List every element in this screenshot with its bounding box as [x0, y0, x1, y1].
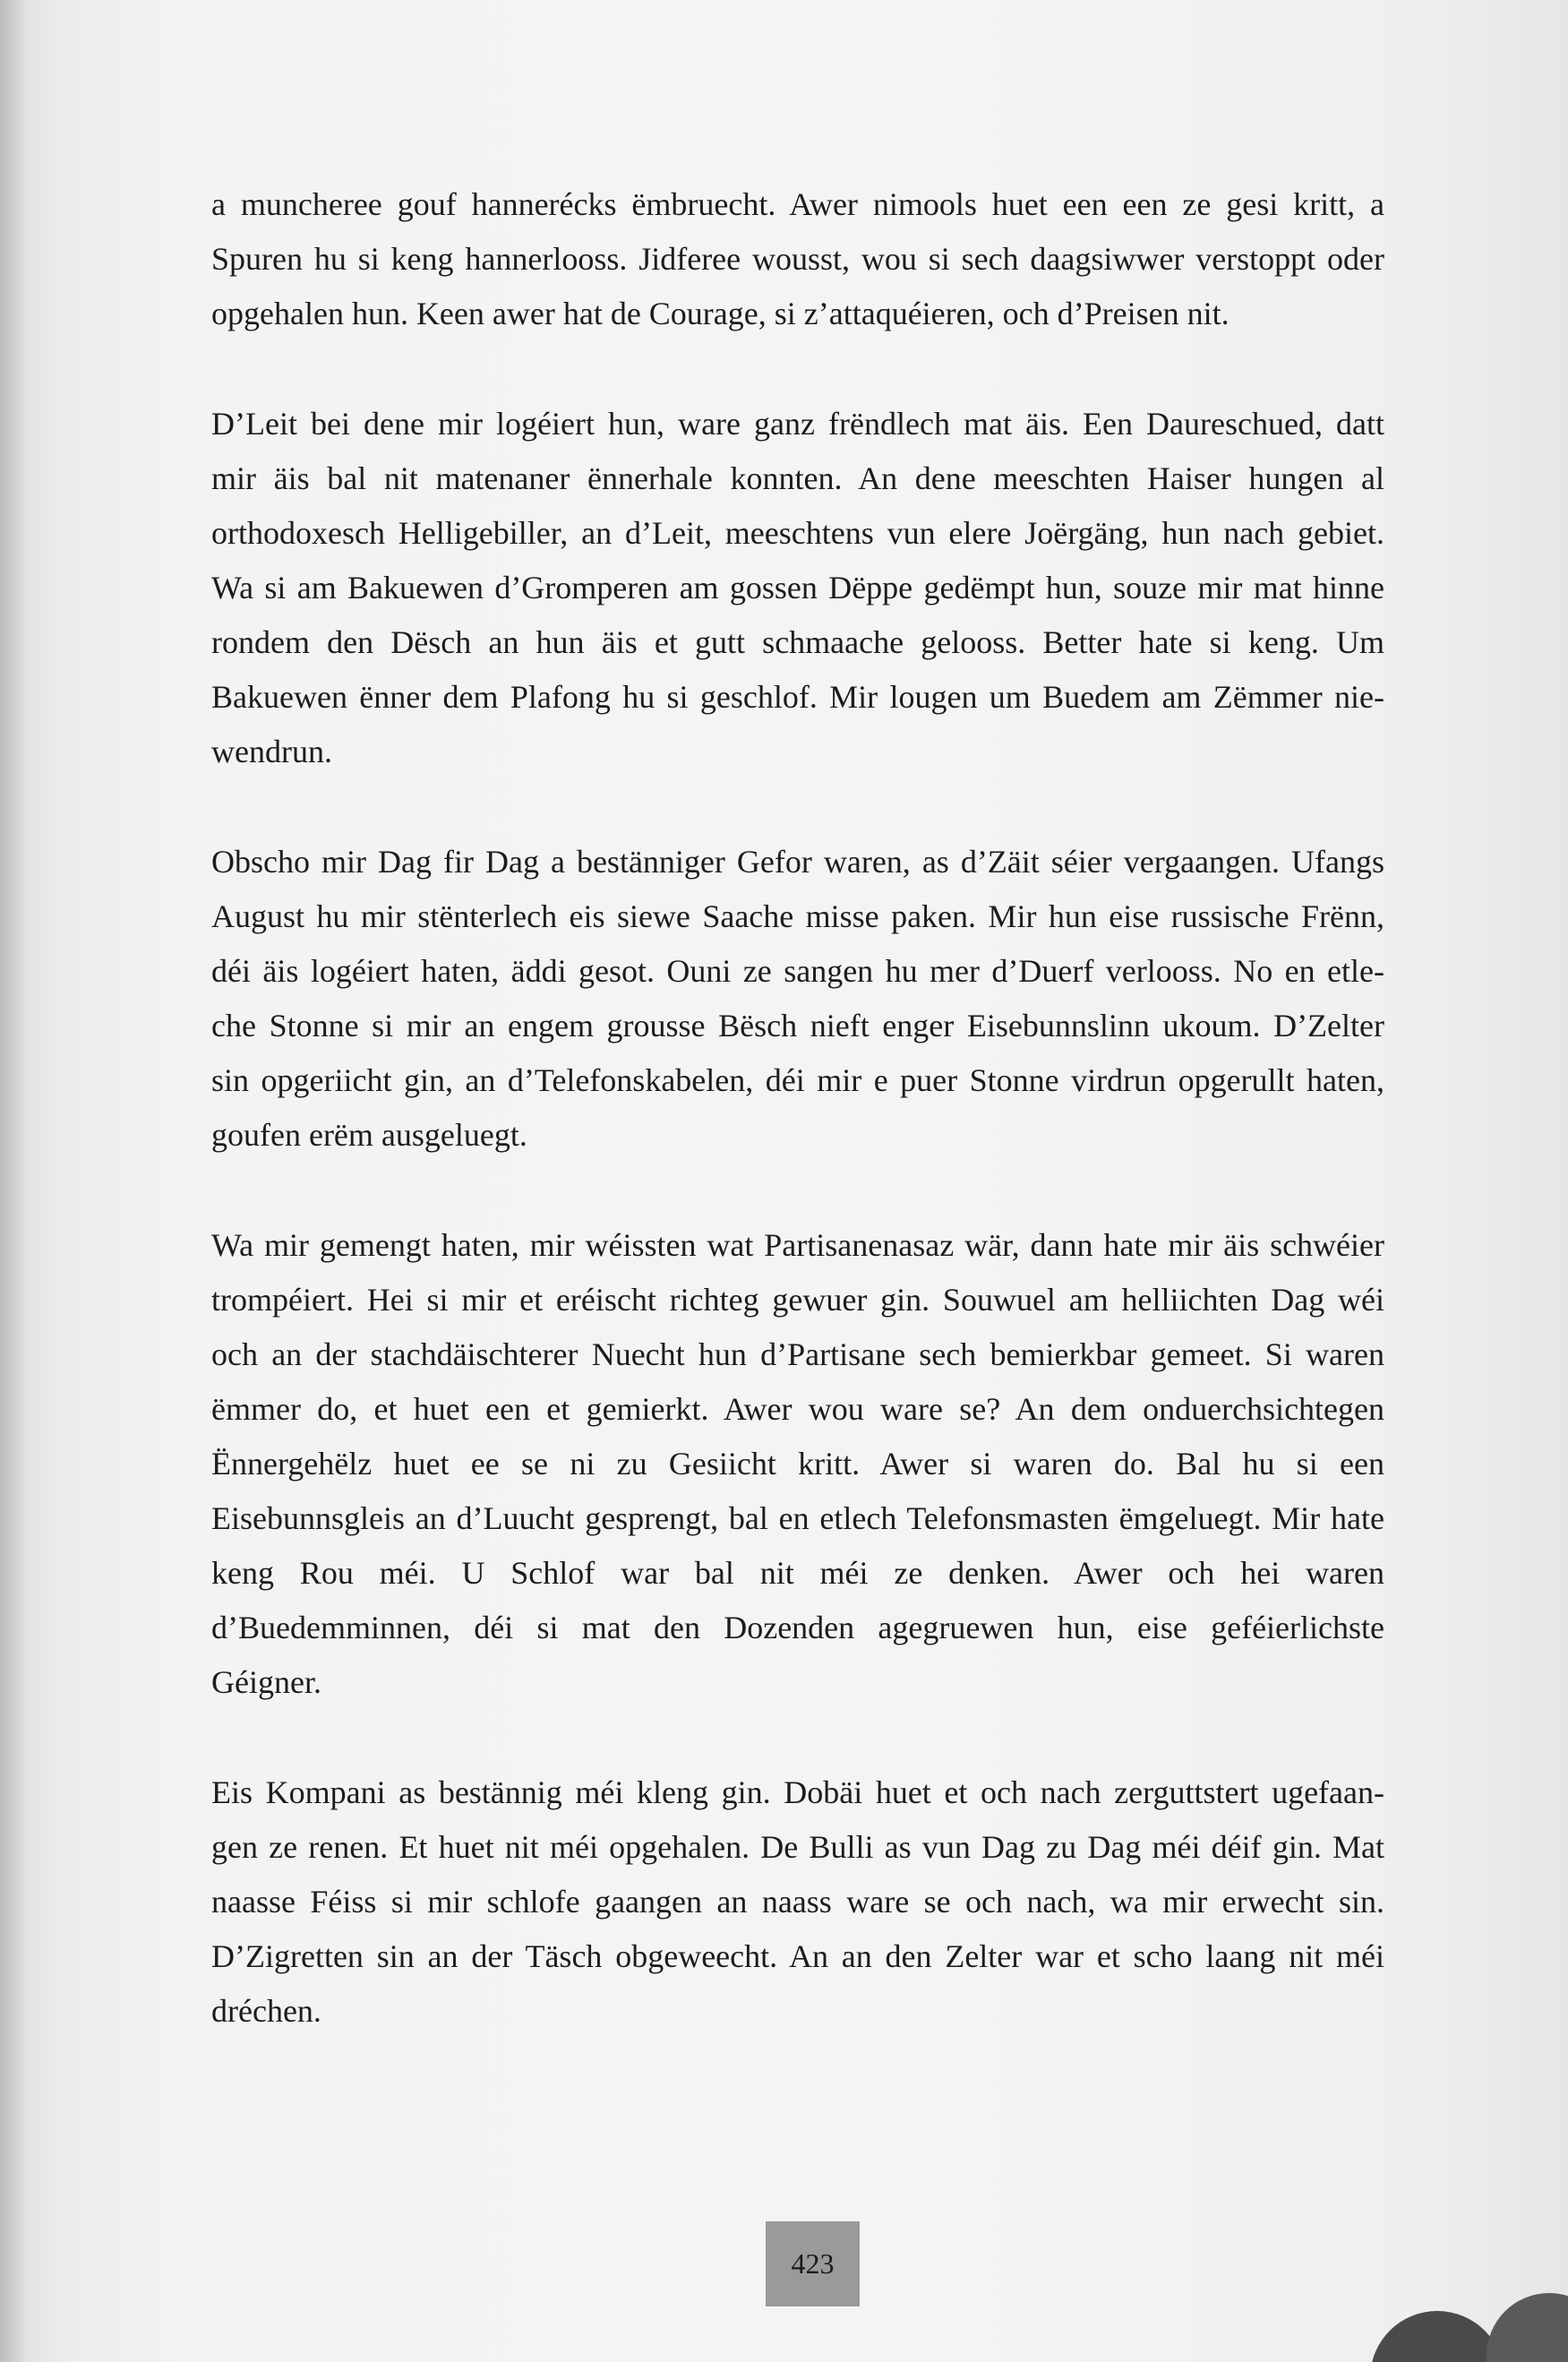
text-line: Géigner. [211, 1664, 321, 1700]
text-line: sin opgeriicht gin, an d’Telefonskabelen, déi mir e puer Stonne virdrun opgerullt haten, [211, 1062, 1384, 1098]
text-line: opgehalen hun. Keen awer hat de Courage, si z’attaquéieren, och d’Preisen nit. [211, 296, 1230, 331]
text-line: mir äis bal nit matenaner ënnerhale konnten. An dene meeschten Haiser hungen al [211, 460, 1384, 496]
text-line: a muncheree gouf hannerécks ëmbruecht. Awer nimools huet een een ze gesi kritt, a [211, 186, 1384, 222]
text-line: rondem den Dësch an hun äis et gutt schmaache gelooss. Better hate si keng. Um [211, 624, 1384, 660]
page-number: 423 [791, 2247, 835, 2280]
text-line: goufen erëm ausgeluegt. [211, 1117, 527, 1153]
decorative-corner-shape [1370, 2311, 1504, 2362]
text-line: Obscho mir Dag fir Dag a bestänniger Gefor waren, as d’Zäit séier vergaangen. Ufangs [211, 844, 1384, 880]
text-line: Eisebunnsgleis an d’Luucht gesprengt, bal en etlech Telefonsmasten ëmgeluegt. Mir hate [211, 1500, 1384, 1536]
text-line: keng Rou méi. U Schlof war bal nit méi ze denken. Awer och hei waren [211, 1555, 1384, 1591]
text-line: August hu mir stënterlech eis siewe Saache misse paken. Mir hun eise russische Frënn, [211, 898, 1384, 934]
paragraph-2 [211, 397, 1384, 779]
paragraph-5 [211, 1765, 1384, 2039]
text-line: naasse Féiss si mir schlofe gaangen an naass ware se och nach, wa mir erwecht sin. [211, 1884, 1384, 1920]
book-binding-shadow [0, 0, 27, 2362]
text-line: och an der stachdäischterer Nuecht hun d’Partisane sech bemierkbar gemeet. Si waren [211, 1336, 1384, 1372]
text-line: Wa si am Bakuewen d’Gromperen am gossen Dëppe gedëmpt hun, souze mir mat hinne [211, 570, 1384, 606]
text-line: che Stonne si mir an engem grousse Bësch nieft enger Eisebunnslinn ukoum. D’Zelter [211, 1008, 1384, 1044]
page-number-badge [766, 2221, 860, 2306]
paragraph-1 [211, 177, 1384, 341]
text-line: Ënnergehëlz huet ee se ni zu Gesiicht kritt. Awer si waren do. Bal hu si een [211, 1446, 1384, 1482]
decorative-corner-shape [1487, 2293, 1568, 2362]
text-line: gen ze renen. Et huet nit méi opgehalen. De Bulli as vun Dag zu Dag méi déif gin. Mat [211, 1829, 1384, 1865]
text-line: dréchen. [211, 1993, 321, 2029]
text-line: d’Buedemminnen, déi si mat den Dozenden agegruewen hun, eise geféierlichste [211, 1610, 1384, 1645]
text-line: D’Zigretten sin an der Täsch obgeweecht. An an den Zelter war et scho laang nit méi [211, 1938, 1384, 1974]
paragraph-3 [211, 835, 1384, 1163]
text-line: Wa mir gemengt haten, mir wéissten wat Partisanenasaz wär, dann hate mir äis schwéier [211, 1227, 1384, 1263]
text-line: déi äis logéiert haten, äddi gesot. Ouni ze sangen hu mer d’Duerf verlooss. No en etle- [211, 953, 1384, 989]
text-line: orthodoxesch Helligebiller, an d’Leit, meeschtens vun elere Joërgäng, hun nach gebiet. [211, 515, 1384, 551]
paragraph-4 [211, 1218, 1384, 1710]
text-line: D’Leit bei dene mir logéiert hun, ware ganz frëndlech mat äis. Een Daureschued, datt [211, 406, 1384, 442]
text-line: Bakuewen ënner dem Plafong hu si geschlof. Mir lougen um Buedem am Zëmmer nie- [211, 679, 1384, 715]
text-line: ëmmer do, et huet een et gemierkt. Awer wou ware se? An dem onduerchsichtegen [211, 1391, 1384, 1427]
text-line: Spuren hu si keng hannerlooss. Jidferee wousst, wou si sech daagsiwwer verstoppt oder [211, 241, 1384, 277]
text-line: trompéiert. Hei si mir et eréischt richteg gewuer gin. Souwuel am helliichten Dag wéi [211, 1282, 1384, 1318]
text-body [211, 177, 1384, 2094]
text-line: wendrun. [211, 734, 332, 769]
text-line: Eis Kompani as bestännig méi kleng gin. Dobäi huet et och nach zerguttstert ugefaan- [211, 1774, 1384, 1810]
